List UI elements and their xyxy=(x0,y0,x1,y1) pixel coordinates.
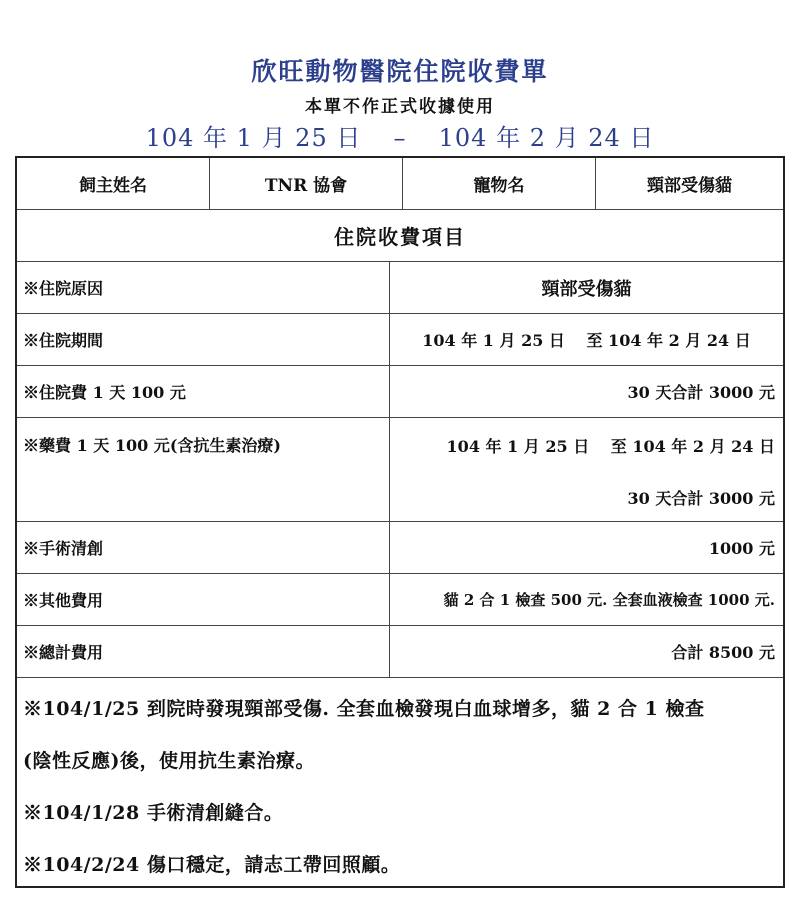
item-value: 貓 2 合 1 檢查 500 元. 全套血液檢查 1000 元. xyxy=(443,591,775,609)
pet-label: 寵物名 xyxy=(473,176,525,196)
item-value: 1000 元 xyxy=(708,539,775,558)
document-title: 欣旺動物醫院住院收費單 xyxy=(251,57,549,86)
item-value-group xyxy=(390,418,783,521)
notes-section xyxy=(17,678,783,888)
period-range xyxy=(0,118,800,153)
item-label: ※住院原因 xyxy=(23,279,104,298)
item-label: ※其他費用 xyxy=(23,591,104,610)
item-row-medicine xyxy=(17,418,783,522)
pet-value: 頸部受傷貓 xyxy=(647,176,732,196)
item-row-other xyxy=(17,574,783,626)
item-row-total xyxy=(17,626,783,678)
period-end: 104 年 2 月 24 日 xyxy=(438,124,655,152)
item-label: ※藥費 1 天 100 元(含抗生素治療) xyxy=(23,436,281,455)
item-label: ※住院費 1 天 100 元 xyxy=(23,383,186,402)
note-line: ※104/1/25 到院時發現頸部受傷. 全套血檢發現白血球增多，貓 2 合 1 檢查 xyxy=(23,698,705,720)
item-label: ※總計費用 xyxy=(23,643,104,662)
item-row-fee xyxy=(17,366,783,418)
note-line: ※104/2/24 傷口穩定，請志工帶回照顧。 xyxy=(23,854,401,876)
billing-table xyxy=(15,156,785,888)
item-value: 30 天合計 3000 元 xyxy=(627,489,775,508)
item-label: ※住院期間 xyxy=(23,331,104,350)
note-line: ※104/1/28 手術清創縫合。 xyxy=(23,802,284,824)
item-value: 104 年 1 月 25 日 至 104 年 2 月 24 日 xyxy=(422,331,751,350)
section-title-row xyxy=(17,210,783,262)
document-subtitle: 本單不作正式收據使用 xyxy=(305,97,495,117)
item-row-period xyxy=(17,314,783,366)
period-start: 104 年 1 月 25 日 xyxy=(145,124,362,152)
period-dash: – xyxy=(393,124,407,152)
item-dates: 104 年 1 月 25 日 至 104 年 2 月 24 日 xyxy=(446,437,775,456)
item-value: 30 天合計 3000 元 xyxy=(627,383,775,402)
owner-value: TNR 協會 xyxy=(264,176,348,196)
item-value: 頸部受傷貓 xyxy=(541,278,632,300)
item-row-surgery xyxy=(17,522,783,574)
note-line: (陰性反應)後，使用抗生素治療。 xyxy=(23,750,315,772)
item-value: 合計 8500 元 xyxy=(671,643,775,662)
section-title: 住院收費項目 xyxy=(334,225,466,249)
info-row xyxy=(17,158,783,210)
item-row-reason xyxy=(17,262,783,314)
item-label: ※手術清創 xyxy=(23,539,104,558)
owner-label: 飼主姓名 xyxy=(79,176,147,196)
